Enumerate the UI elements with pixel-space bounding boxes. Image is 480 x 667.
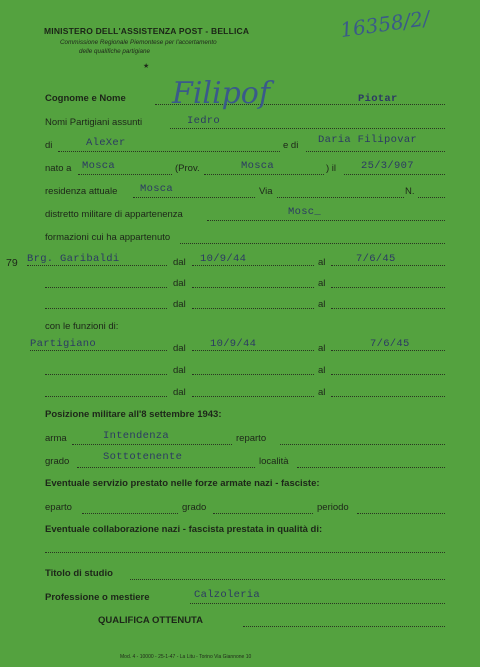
label-professione: Professione o mestiere [45, 592, 150, 603]
commission-line-1: Commissione Regionale Piemontese per l'accertamento [60, 39, 217, 46]
label-localita: località [259, 456, 289, 467]
label-dal-2: dal [173, 278, 186, 289]
formation-prefix: 79 [6, 257, 18, 269]
label-residenza: residenza attuale [45, 186, 118, 197]
province: Mosca [241, 160, 275, 172]
mother-name: Daria Filipovar [318, 134, 418, 146]
formation-from: 10/9/44 [200, 253, 247, 265]
first-name: Piotar [358, 93, 398, 105]
label-prov: (Prov. [175, 163, 200, 174]
label-qualifica: QUALIFICA OTTENUTA [98, 615, 204, 626]
label-al-2: al [318, 278, 326, 289]
label-al-3: al [318, 299, 326, 310]
label-funzioni: con le funzioni di: [45, 321, 119, 332]
father-name: AleXer [86, 137, 126, 149]
nome-partigiano: Iedro [187, 115, 221, 127]
surname-handwritten: Filipof [172, 76, 270, 111]
label-al-6: al [318, 387, 326, 398]
label-titolo-studio: Titolo di studio [45, 568, 113, 579]
function-to: 7/6/45 [370, 338, 410, 350]
residence: Mosca [140, 183, 174, 195]
commission-line-2: delle qualifiche partigiane [79, 48, 151, 55]
label-dal-6: dal [173, 387, 186, 398]
professione-value: Calzoleria [194, 589, 261, 601]
label-grado: grado [45, 456, 70, 467]
formation-to: 7/6/45 [356, 253, 396, 265]
label-di: di [45, 140, 53, 151]
birth-date: 25/3/907 [361, 160, 414, 172]
label-grado-2: grado [182, 502, 207, 513]
military-district: Mosc_ [288, 206, 322, 218]
ministry-title: MINISTERO DELL'ASSISTENZA POST - BELLICA [44, 26, 250, 36]
label-posizione-militare: Posizione militare all'8 settembre 1943: [45, 409, 222, 420]
function-role: Partigiano [30, 338, 97, 350]
print-footer: Mod. 4 - 10000 - 25-1-47 - La Litu - Torino Via Giannone 10 [120, 654, 252, 660]
label-dal-4: dal [173, 343, 186, 354]
star-icon: ★ [143, 63, 150, 70]
label-e-di: e di [283, 140, 299, 151]
label-via: Via [259, 186, 273, 197]
label-reparto: reparto [236, 433, 267, 444]
label-al-4: al [318, 343, 326, 354]
label-arma: arma [45, 433, 67, 444]
label-reparto-2: eparto [45, 502, 72, 513]
label-servizio: Eventuale servizio prestato nelle forze armate nazi - fasciste: [45, 478, 320, 489]
label-formazioni: formazioni cui ha appartenuto [45, 232, 171, 243]
label-distretto: distretto militare di appartenenza [45, 209, 183, 220]
formation-name: Brg. Garibaldi [27, 253, 120, 265]
label-periodo: periodo [317, 502, 349, 513]
arma-value: Intendenza [103, 430, 170, 442]
birthplace: Mosca [82, 160, 116, 172]
label-n: N. [405, 186, 415, 197]
label-al-5: al [318, 365, 326, 376]
label-cognome-nome: Cognome e Nome [45, 93, 126, 104]
archive-number: 16358/2/ [338, 5, 432, 43]
label-nomi-partigiani: Nomi Partigiani assunti [45, 117, 143, 128]
label-dal-1: dal [173, 257, 186, 268]
label-nato-a: nato a [45, 163, 72, 174]
function-from: 10/9/44 [210, 338, 257, 350]
label-il: ) il [326, 163, 337, 174]
label-collaborazione: Eventuale collaborazione nazi - fascista prestata in qualità di: [45, 524, 323, 535]
label-al-1: al [318, 257, 326, 268]
grado-value: Sottotenente [103, 451, 183, 463]
label-dal-5: dal [173, 365, 186, 376]
label-dal-3: dal [173, 299, 186, 310]
